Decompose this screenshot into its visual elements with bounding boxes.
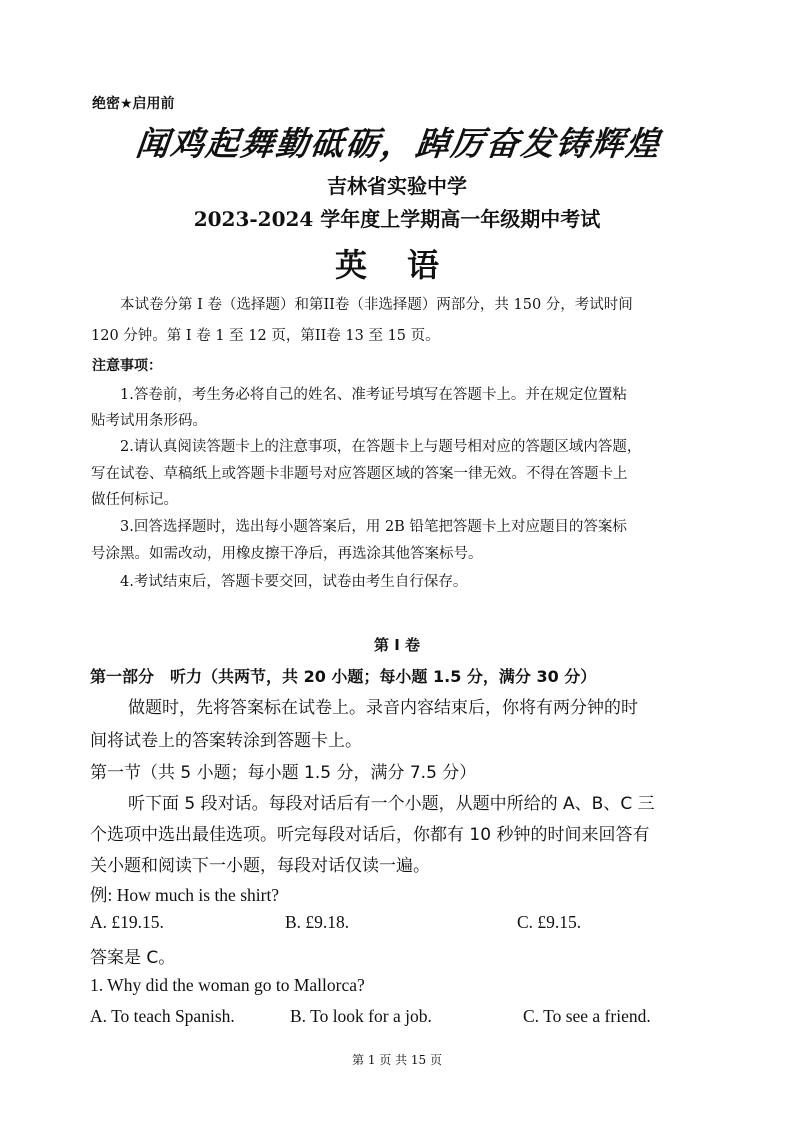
notice-item: 1.答卷前，考生务必将自己的姓名、准考证号填写在答题卡上。并在规定位置粘 bbox=[120, 387, 627, 403]
notice-heading: 注意事项： bbox=[92, 358, 162, 374]
notice-item: 贴考试用条形码。 bbox=[91, 413, 207, 429]
notice-item: 2.请认真阅读答题卡上的注意事项，在答题卡上与题号相对应的答题区域内答题， bbox=[120, 439, 642, 455]
notice-item: 做任何标记。 bbox=[91, 492, 178, 508]
part-title: 第一部分 听力（共两节，共 20 小题；每小题 1.5 分，满分 30 分） bbox=[90, 667, 597, 686]
question-1-option-c: C. To see a friend. bbox=[523, 1006, 651, 1026]
part-instruction: 间将试卷上的答案转涂到答题卡上。 bbox=[90, 731, 362, 751]
notice-item: 号涂黑。如需改动，用橡皮擦干净后，再选涂其他答案标号。 bbox=[91, 546, 483, 562]
notice-item: 写在试卷、草稿纸上或答题卡非题号对应答题区域的答案一律无效。不得在答题卡上 bbox=[91, 466, 628, 482]
school-motto: 闻鸡起舞勤砥砺，踔厉奋发铸辉煌 bbox=[133, 124, 663, 163]
notice-item: 3.回答选择题时，选出每小题答案后，用 2B 铅笔把答题卡上对应题目的答案标 bbox=[120, 519, 627, 535]
section-instruction: 听下面 5 段对话。每段对话后有一个小题，从题中所给的 A、B、C 三 bbox=[128, 794, 655, 814]
example-option-c: C. £9.15. bbox=[517, 912, 582, 932]
part-instruction: 做题时，先将答案标在试卷上。录音内容结束后，你将有两分钟的时 bbox=[128, 698, 638, 718]
confidential-label: 绝密★启用前 bbox=[92, 96, 175, 112]
intro-line: 本试卷分第 I 卷（选择题）和第II卷（非选择题）两部分，共 150 分，考试时间 bbox=[120, 297, 633, 313]
section-title: 第一节（共 5 小题；每小题 1.5 分，满分 7.5 分） bbox=[90, 763, 477, 783]
question-1-option-a: A. To teach Spanish. bbox=[90, 1006, 235, 1026]
example-option-b: B. £9.18. bbox=[285, 912, 350, 932]
example-question: 例: How much is the shirt? bbox=[90, 885, 280, 905]
volume-title: 第 I 卷 bbox=[373, 636, 421, 654]
example-option-a: A. £19.15. bbox=[90, 912, 164, 932]
intro-line: 120 分钟。第 I 卷 1 至 12 页，第II卷 13 至 15 页。 bbox=[91, 328, 440, 344]
section-instruction: 个选项中选出最佳选项。听完每段对话后，你都有 10 秒钟的时间来回答有 bbox=[90, 825, 650, 845]
question-1: 1. Why did the woman go to Mallorca? bbox=[90, 975, 365, 995]
page-footer: 第 1 页 共 15 页 bbox=[352, 1053, 442, 1067]
exam-title: 2023-2024 学年度上学期高一年级期中考试 bbox=[193, 207, 601, 231]
notice-item: 4.考试结束后，答题卡要交回，试卷由考生自行保存。 bbox=[120, 574, 468, 590]
section-instruction: 关小题和阅读下一小题，每段对话仅读一遍。 bbox=[90, 856, 430, 876]
school-name: 吉林省实验中学 bbox=[327, 174, 467, 198]
subject-title: 英语 bbox=[334, 246, 479, 284]
question-1-option-b: B. To look for a job. bbox=[290, 1006, 432, 1026]
example-answer: 答案是 C。 bbox=[90, 948, 176, 968]
